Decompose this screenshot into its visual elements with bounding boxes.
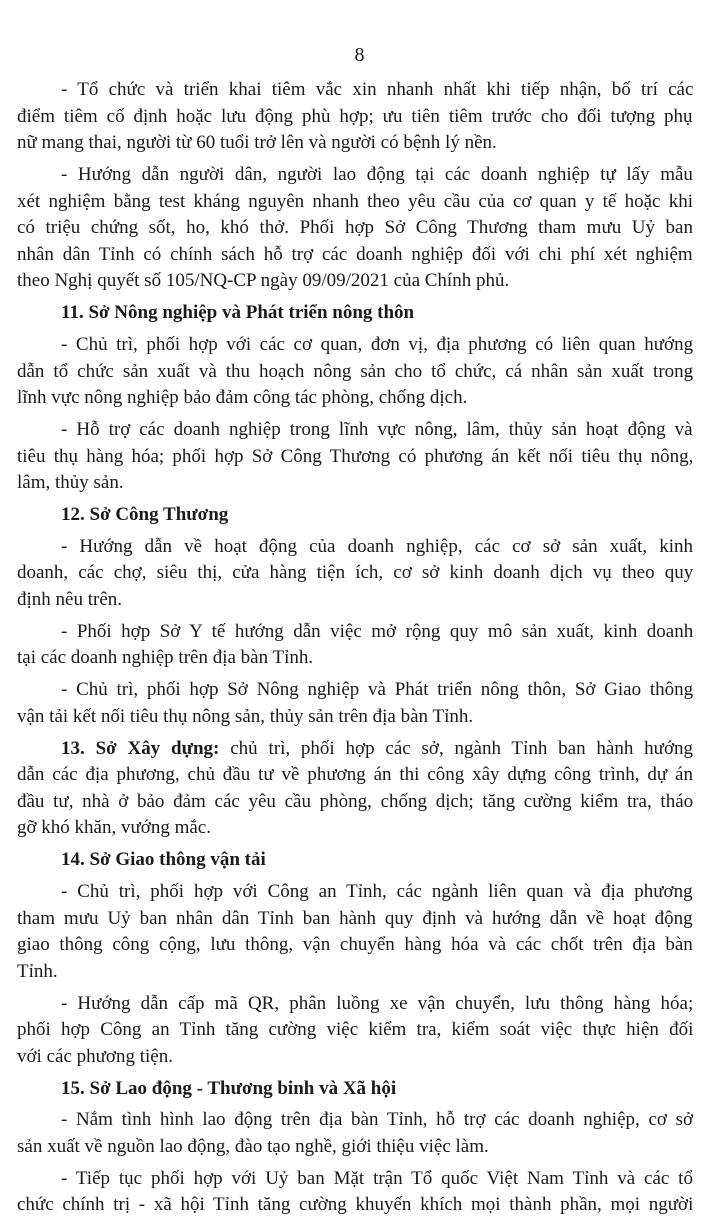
text-line: - Hướng dẫn cấp mã QR, phân luồng xe vận chuyển, lưu thông hàng hóa; [61,993,694,1014]
text-line: dẫn tổ chức sản xuất và thu hoạch nông sản cho tổ chức, cá nhân sản xuất trong [17,361,694,382]
text-line: - Chủ trì, phối hợp với các cơ quan, đơn vị, địa phương có liên quan hướng [61,334,694,355]
text-line: - Nắm tình hình lao động trên địa bàn Tỉnh, hỗ trợ các doanh nghiệp, cơ sở [61,1109,694,1130]
text-line-rest: chủ trì, phối hợp các sở, ngành Tỉnh ban hành hướng [219,738,693,759]
text-line: định nêu trên. [17,589,123,610]
text-line: - Chủ trì, phối hợp Sở Nông nghiệp và Phát triển nông thôn, Sở Giao thông [61,679,694,700]
text-line: nhân dân Tỉnh có chính sách hỗ trợ các doanh nghiệp đối với chi phí xét nghiệm [17,244,693,265]
text-line: tiêu thụ hàng hóa; phối hợp Sở Công Thương có phương án kết nối tiêu thụ nông, [17,446,694,467]
text-line: gỡ khó khăn, vướng mắc. [17,817,211,838]
section-heading: 11. Sở Nông nghiệp và Phát triển nông thôn [61,302,415,323]
text-line: chức chính trị - xã hội Tỉnh tăng cường khuyến khích mọi thành phần, mọi người [17,1194,694,1215]
text-line: theo Nghị quyết số 105/NQ-CP ngày 09/09/2021 của Chính phủ. [17,270,510,291]
text-line: với các phương tiện. [17,1046,173,1067]
section-heading: 15. Sở Lao động - Thương binh và Xã hội [61,1078,397,1099]
text-line: - Hỗ trợ các doanh nghiệp trong lĩnh vực nông, lâm, thủy sản hoạt động và [61,419,693,440]
text-line: lĩnh vực nông nghiệp bảo đảm công tác phòng, chống dịch. [17,387,468,408]
text-line: tham mưu Uỷ ban nhân dân Tỉnh ban hành quy định và hướng dẫn về hoạt động [17,908,693,929]
text-line: có triệu chứng sốt, ho, khó thở. Phối hợp Sở Công Thương tham mưu Uỷ ban [17,217,693,238]
text-line: lâm, thủy sản. [17,472,124,493]
text-line: - Hướng dẫn về hoạt động của doanh nghiệp, các cơ sở sản xuất, kinh [61,536,694,557]
text-line: doanh, các chợ, siêu thị, cửa hàng tiện ích, cơ sở kinh doanh dịch vụ theo quy [17,562,694,583]
text-line: xét nghiệm bằng test kháng nguyên nhanh theo yêu cầu của cơ quan y tế hoặc khi [17,191,693,212]
section-heading-label: 13. Sở Xây dựng: [61,738,220,759]
section-heading: 14. Sở Giao thông vận tải [61,849,266,870]
text-line: sản xuất về nguồn lao động, đào tạo nghề, giới thiệu việc làm. [17,1136,489,1157]
text-line: dẫn các địa phương, chủ đầu tư về phương án thi công xây dựng công trình, dự án [17,764,693,785]
text-line: - Hướng dẫn người dân, người lao động tại các doanh nghiệp tự lấy mẫu [61,164,693,185]
text-line: Tỉnh. [17,961,58,982]
text-line: vận tải kết nối tiêu thụ nông sản, thủy sản trên địa bàn Tỉnh. [17,706,474,727]
text-line: đầu tư, nhà ở bảo đảm các yêu cầu phòng, chống dịch; tăng cường kiểm tra, tháo [17,791,694,812]
text-line: giao thông công cộng, lưu thông, vận chuyển hàng hóa và các chốt trên địa bàn [17,934,693,955]
text-line [61,737,693,761]
text-line: điểm tiêm cố định hoặc lưu động phù hợp; ưu tiên tiêm trước cho đối tượng phụ [17,106,693,127]
text-line: phối hợp Công an Tỉnh tăng cường việc kiểm tra, kiểm soát việc thực hiện đối [17,1019,694,1040]
text-line: - Tiếp tục phối hợp với Uỷ ban Mặt trận Tổ quốc Việt Nam Tỉnh và các tổ [61,1168,693,1189]
text-line: - Chủ trì, phối hợp với Công an Tỉnh, các ngành liên quan và địa phương [61,881,693,902]
page-number: 8 [354,44,365,66]
section-heading: 12. Sở Công Thương [61,504,229,525]
text-line: tại các doanh nghiệp trên địa bàn Tỉnh. [17,647,314,668]
text-line: nữ mang thai, người từ 60 tuổi trở lên và người có bệnh lý nền. [17,132,497,153]
text-line: - Phối hợp Sở Y tế hướng dẫn việc mở rộng quy mô sản xuất, kinh doanh [61,621,694,642]
text-line: - Tổ chức và triển khai tiêm vắc xin nhanh nhất khi tiếp nhận, bố trí các [61,79,694,100]
